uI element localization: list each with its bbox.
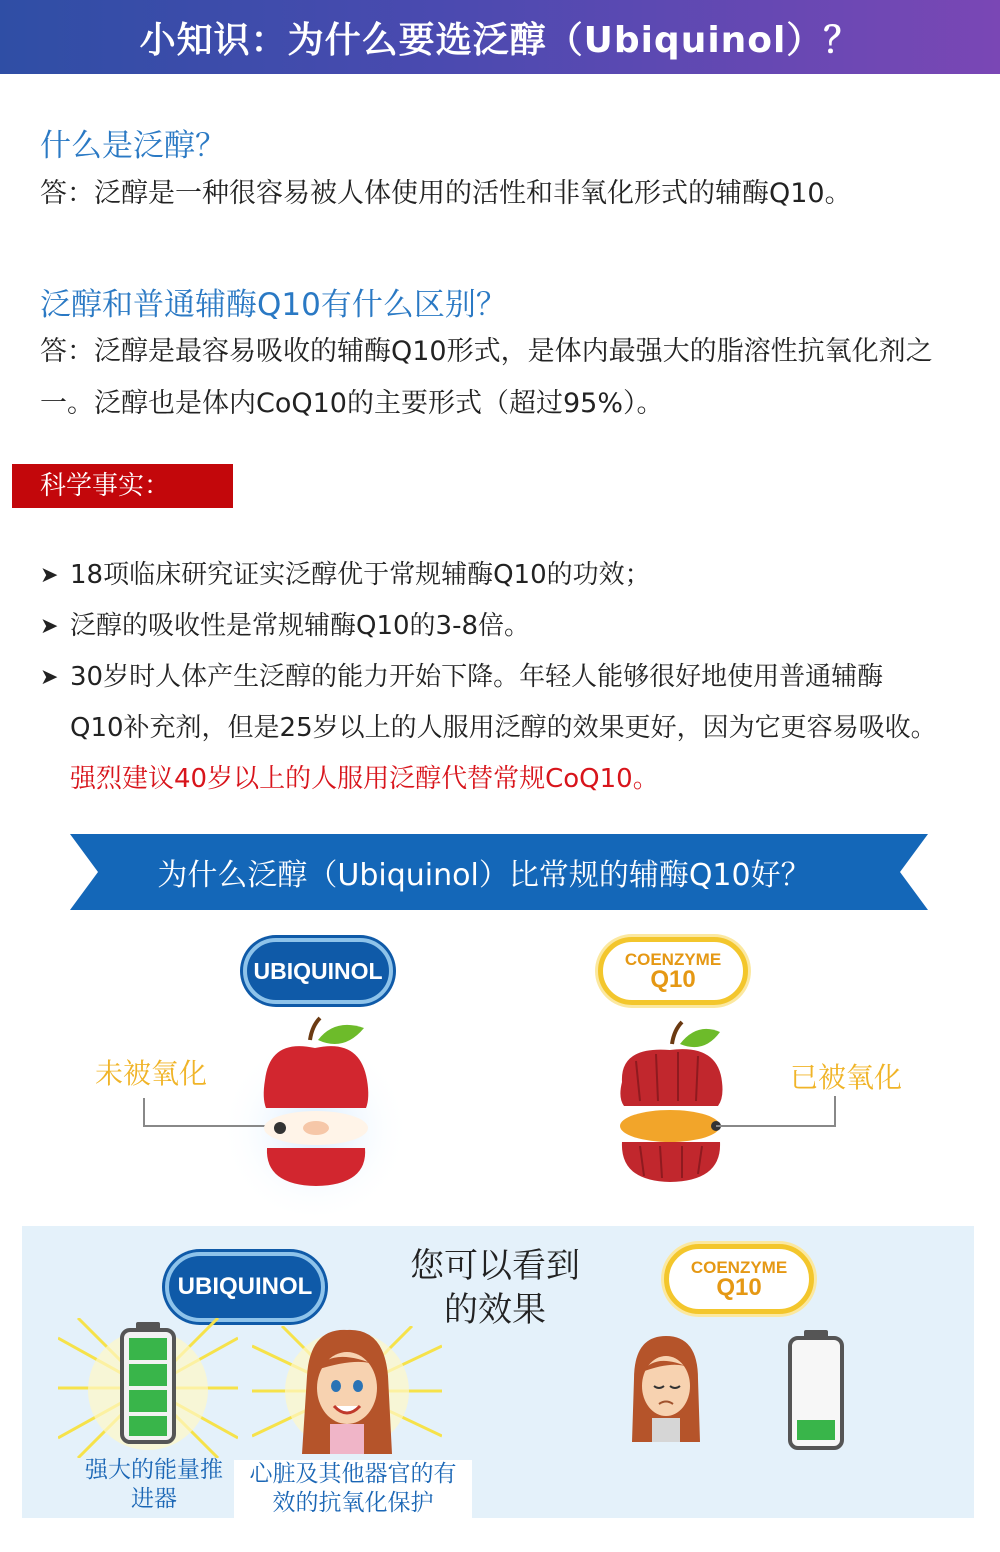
effects-title [380, 1244, 610, 1332]
faq-answer-1: 答：泛醇是一种很容易被人体使用的活性和非氧化形式的辅酶Q10。 [40, 178, 852, 209]
fact-item-continuation [40, 703, 990, 754]
energy-caption [72, 1456, 236, 1514]
science-facts-badge: 科学事实： [12, 464, 233, 508]
comparison-banner-text: 为什么泛醇（Ubiquinol）比常规的辅酶Q10好？ [157, 858, 811, 893]
non-oxidized-label: 未被氧化 [95, 1057, 208, 1090]
low-battery-icon [784, 1328, 848, 1452]
page-title: 小知识：为什么要选泛醇（Ubiquinol）？ [0, 0, 1000, 74]
faq-answer-2-line-1: 答：泛醇是最容易吸收的辅酶Q10形式，是体内最强大的脂溶性抗氧化剂之 [40, 336, 933, 367]
arrow-bullet-icon: ➤ [40, 563, 59, 588]
tired-face-icon [626, 1334, 706, 1444]
faq-question-2: 泛醇和普通辅酶Q10有什么区别？ [40, 287, 507, 323]
coq10-logo-line-2: Q10 [650, 965, 696, 993]
antioxidant-caption-line-1: 心脏及其他器官的有 [249, 1461, 457, 1487]
full-battery-icon [58, 1318, 238, 1458]
coenzyme-q10-logo [598, 937, 748, 1005]
fact-item [40, 652, 990, 703]
fact-item [40, 550, 990, 601]
fact-text-highlight: 强烈建议40岁以上的人服用泛醇代替常规CoQ10。 [70, 764, 659, 794]
fact-item [40, 601, 990, 652]
happy-face-icon [252, 1326, 442, 1456]
coq10-logo-line-1: COENZYME [690, 1257, 788, 1277]
comparison-banner [70, 834, 928, 910]
coenzyme-q10-logo [664, 1244, 814, 1314]
faq-answer-2-line-2: 一。泛醇也是体内CoQ10的主要形式（超过95%）。 [40, 388, 664, 419]
effects-title-line-1: 您可以看到 [410, 1246, 580, 1286]
fact-text: Q10补充剂，但是25岁以上的人服用泛醇的效果更好，因为它更容易吸收。 [70, 713, 937, 743]
ubiquinol-logo: UBIQUINOL [243, 938, 393, 1004]
arrow-bullet-icon: ➤ [40, 614, 59, 639]
coq10-logo-line-1: COENZYME [624, 949, 722, 969]
energy-caption-line-2: 进器 [131, 1486, 177, 1512]
oxidized-label: 已被氧化 [790, 1061, 903, 1094]
coq10-logo-line-2: Q10 [716, 1273, 762, 1301]
arrow-bullet-icon: ➤ [40, 665, 59, 690]
antioxidant-caption-line-2: 效的抗氧化保护 [272, 1490, 434, 1516]
fact-text: 30岁时人体产生泛醇的能力开始下降。年轻人能够很好地使用普通辅酶 [70, 662, 884, 692]
faq-question-1: 什么是泛醇？ [40, 128, 226, 164]
fresh-apple-icon [130, 1010, 410, 1220]
fact-text: 泛醇的吸收性是常规辅酶Q10的3-8倍。 [70, 611, 531, 641]
fact-text: 18项临床研究证实泛醇优于常规辅酶Q10的功效； [70, 560, 651, 590]
effects-title-line-2: 的效果 [444, 1290, 546, 1330]
energy-caption-line-1: 强大的能量推 [85, 1457, 223, 1483]
antioxidant-caption [234, 1460, 472, 1518]
oxidized-apple-icon [600, 1016, 850, 1196]
ubiquinol-logo: UBIQUINOL [165, 1252, 325, 1322]
fact-item-highlight [40, 754, 990, 805]
